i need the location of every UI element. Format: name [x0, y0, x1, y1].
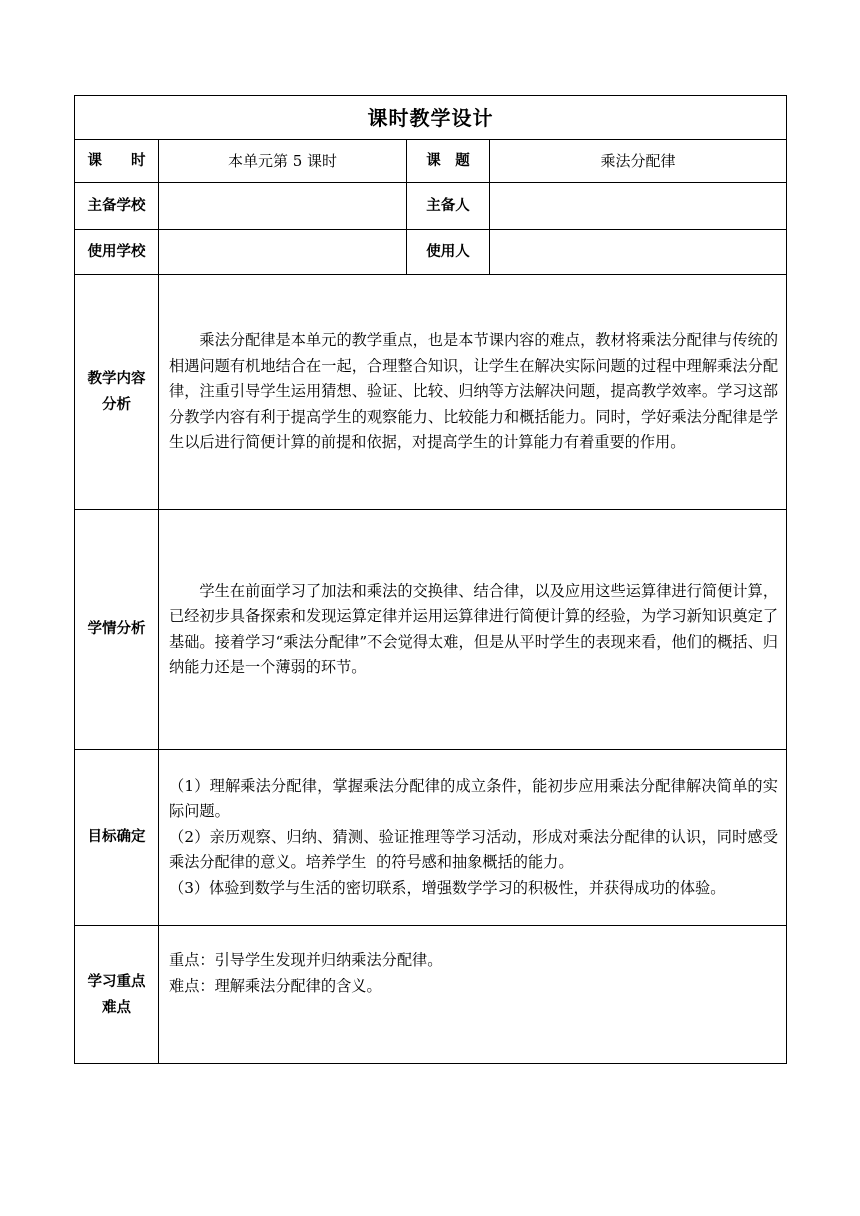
- objectives-cell: [159, 750, 787, 926]
- value-lead-school[interactable]: [159, 183, 407, 230]
- label-user-school: 使用学校: [75, 230, 159, 275]
- value-user-person[interactable]: [490, 230, 787, 275]
- form-title: 课时教学设计: [75, 96, 787, 140]
- objective-item: （1）理解乘法分配律，掌握乘法分配律的成立条件，能初步应用乘法分配律解决简单的实际问题。: [169, 776, 778, 821]
- key-points-cell: [159, 926, 787, 1064]
- objective-item: （2）亲历观察、归纳、猜测、验证推理等学习活动，形成对乘法分配律的认识，同时感受乘法分配律的意义。培养学生 的符号感和抽象概括的能力。: [169, 827, 778, 872]
- lesson-plan-table: [74, 95, 787, 1064]
- student-analysis-text: 学生在前面学习了加法和乘法的交换律、结合律，以及应用这些运算律进行简便计算，已经初步具备探索和发现运算定律并运用运算律进行简便计算的经验，为学习新知识奠定了基础。接着学习“乘法分配律”不会觉得太难，但是从平时学生的表现来看，他们的概括、归纳能力还是一个薄弱的环节。: [169, 581, 778, 676]
- label-lead-person: 主备人: [407, 183, 490, 230]
- label-class-period: 课 时: [75, 140, 159, 183]
- value-lead-person[interactable]: [490, 183, 787, 230]
- label-key-points-line1: 学习重点: [87, 973, 146, 990]
- lesson-plan-form: [74, 95, 786, 1064]
- objective-item: （3）体验到数学与生活的密切联系，增强数学学习的积极性，并获得成功的体验。: [169, 878, 726, 897]
- label-content-analysis-line2: 分析: [102, 397, 131, 413]
- value-class-period: 本单元第 5 课时: [159, 140, 407, 183]
- label-student-analysis: 学情分析: [75, 510, 159, 750]
- student-analysis-cell: [159, 510, 787, 750]
- key-point-item: 重点：引导学生发现并归纳乘法分配律。: [169, 951, 443, 969]
- key-point-item: 难点：理解乘法分配律的含义。: [169, 976, 382, 995]
- label-user-person: 使用人: [407, 230, 490, 275]
- content-analysis-cell: [159, 275, 787, 510]
- value-topic: 乘法分配律: [490, 140, 787, 183]
- label-content-analysis: [75, 275, 159, 510]
- label-content-analysis-line1: 教学内容: [87, 371, 146, 387]
- label-objectives: 目标确定: [75, 750, 159, 926]
- label-key-points: [75, 926, 159, 1064]
- value-user-school[interactable]: [159, 230, 407, 275]
- label-topic: 课 题: [407, 140, 490, 183]
- label-key-points-line2: 难点: [102, 999, 131, 1016]
- content-analysis-text: 乘法分配律是本单元的教学重点，也是本节课内容的难点，教材将乘法分配律与传统的相遇问题有机地结合在一起，合理整合知识，让学生在解决实际问题的过程中理解乘法分配律，注重引导学生运用猜想、验证、比较、归纳等方法解决问题，提高教学效率。学习这部分教学内容有利于提高学生的观察能力、比较能力和概括能力。同时，学好乘法分配律是学生以后进行简便计算的前提和依据，对提高学生的计算能力有着重要的作用。: [169, 331, 778, 452]
- label-lead-school: 主备学校: [75, 183, 159, 230]
